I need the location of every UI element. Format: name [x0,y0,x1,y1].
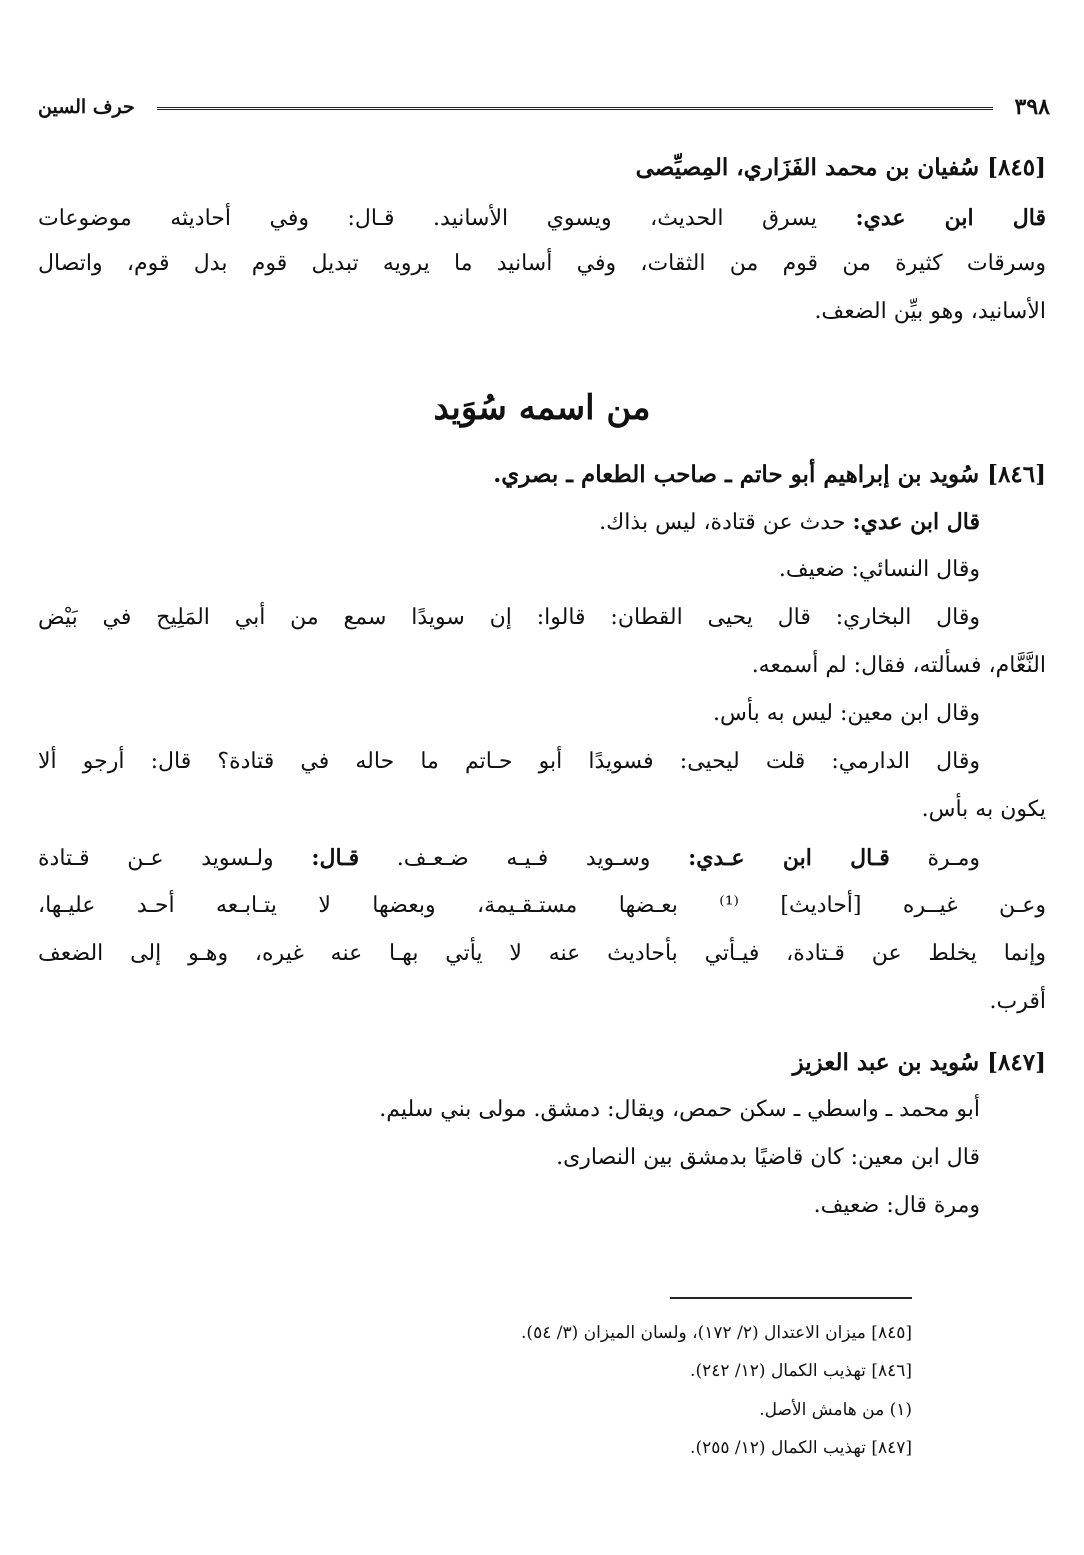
entry-line: وقال النسائي: ضعيف. [778,557,980,582]
entry-heading: [٨٤٦] سُويد بن إبراهيم أبو حاتم ـ صاحب الطعام ـ بصري. [493,461,1046,488]
entry-line: وقال البخاري: قال يحيى القطان: قالوا: إن سويدًا سمع من أبي المَلِيح في بَيْض [38,605,980,630]
entry-line: وقال ابن معين: ليس به بأس. [713,701,980,726]
entry-847 [38,1040,1046,1230]
entry-line: الأسانيد، وهو بيِّن الضعف. [814,299,1046,324]
quote-text: وسـويد فـيـه ضـعـف. [396,846,651,871]
entry-846 [38,452,1046,1026]
section-title: حرف السين [38,96,135,118]
footnote-rule [670,1297,912,1299]
entry-heading: [٨٤٧] سُويد بن عبد العزيز [792,1049,1046,1076]
header-rule [157,107,993,110]
entry-line: وقال الدارمي: قلت ليحيى: فسويدًا أبو حـاتم ما حاله في قتادة؟ قال: أرجو ألا [38,749,980,774]
running-header [38,92,1050,122]
footnote: [٨٤٧] تهذيب الكمال (١٢/ ٢٥٥). [690,1438,912,1458]
entry-heading: [٨٤٥] سُفيان بن محمد الفَزَاري، المِصيِّصى [635,154,1046,181]
quote-text: يسرق الحديث، ويسوي الأسانيد. قـال: وفي أحاديثه موضوعات [38,206,817,231]
quote-text: حدث عن قتادة، ليس بذاك. [599,510,846,535]
quote-label: قـال ابن عـدي: [688,845,890,871]
quote-label: قال ابن عدي: [855,205,1046,231]
entry-line [38,834,1046,882]
quote-label: قال ابن عدي: [852,509,980,535]
footnote: [٨٤٥] ميزان الاعتدال (٢/ ١٧٢)، ولسان الميزان (٣/ ٥٤). [521,1323,912,1343]
page-number: ٣٩٨ [1014,94,1050,120]
section-heading: من اسمه سُوَيد [433,388,651,428]
entry-line: وإنما يخلط عن قـتادة، فيـأتي بأحاديث عنه لا يأتي بهـا عنه غيره، وهـو إلى الضعف [38,941,1046,966]
entry-line: وعـن غيــره [أحاديث] ⁽¹⁾ بعـضها مستـقـيمة، وبعضها لا يتـابـعه أحـد عليـها، [38,893,1046,918]
entry-line [38,498,1046,546]
entry-line: ومرة قال: ضعيف. [813,1193,980,1218]
entry-line: النَّعَّام، فسألته، فقال: لم أسمعه. [751,653,1046,678]
entry-line: يكون به بأس. [921,797,1046,822]
entry-845 [38,146,1046,336]
quote-label: قـال: [311,845,360,871]
entry-line: وسرقات كثيرة من قوم من الثقات، وفي أسانيد ما يرويه تبديل قوم بدل قوم، واتصال [38,251,1046,276]
entry-line: أبو محمد ـ واسطي ـ سكن حمص، ويقال: دمشق. مولى بني سليم. [379,1097,980,1122]
entry-line: أقرب. [989,989,1046,1014]
quote-text: ومـرة [927,846,980,871]
footnote: (١) من هامش الأصل. [759,1400,912,1420]
footnote: [٨٤٦] تهذيب الكمال (١٢/ ٢٤٢). [690,1361,912,1381]
quote-text: ولـسويد عـن قـتادة [38,846,274,871]
entry-line [38,196,1046,240]
entry-line: قال ابن معين: كان قاضيًا بدمشق بين النصارى. [556,1145,980,1170]
